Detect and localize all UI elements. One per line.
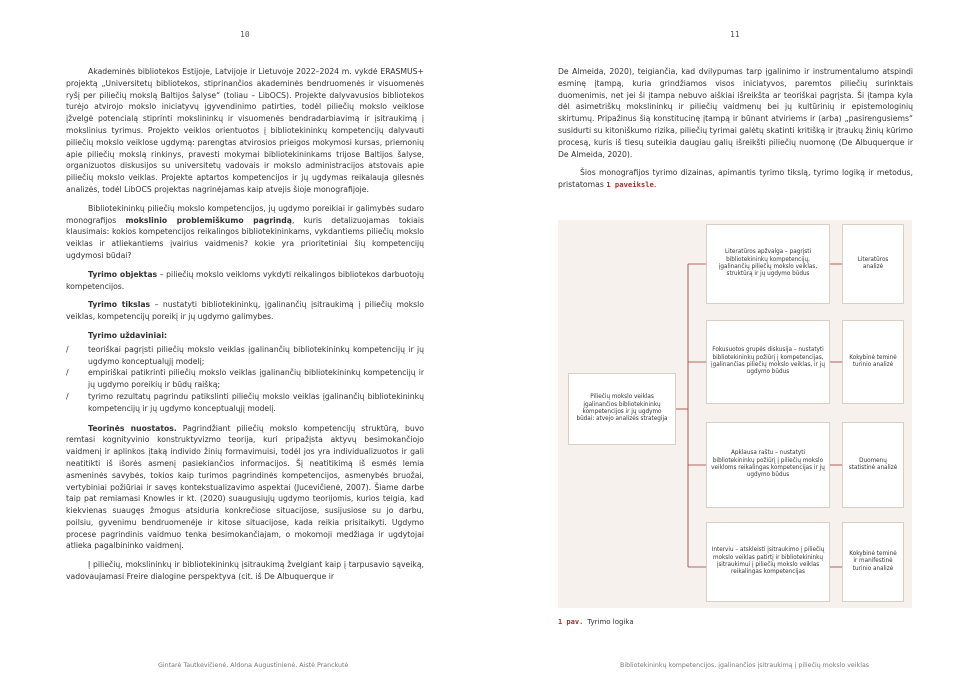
analysis-box-thematic: Kokybinė teminė turinio analizė: [842, 320, 904, 404]
theory-label: Teorinės nuostatos.: [88, 423, 177, 433]
research-logic-diagram: [558, 220, 912, 608]
list-item: / empiriškai patikrinti piliečių mokslo veiklas įgalinančių bibliotekininkų kompetencijų ir jų ugdymo poreikių ir būdų raišką;: [66, 368, 424, 390]
analysis-box-statistical: Duomenų statistinė analizė: [842, 422, 904, 508]
tasks-list: [66, 344, 424, 415]
theory-paragraph: Teorinės nuostatos. Pagrindžiant piliečių mokslo kompetencijų struktūrą, buvo remtasi kognityvinio konstruktyvizmo teorija, kuri pripažįsta aktyvų besimokančiojo vaidmenį ir aplinkos įtaką individo žinių formavimuisi, todėl jos yra individualizuotos ir gali neatitikti iš išorės asmenį pasiekiančios informacijos. Šį neatitikimą iš esmės lemia asmeninės savybės, tokios kaip turimos pagrindinės kompetencijos, asmenybės bruožai, vertybiniai požiūriai ir savęs kontekstualizavimo aspektai (Jucevičienė, 2007). Šiame darbe taip pat remiamasi Knowles ir kt. (2020) suaugusiųjų ugdymo teorijomis, kurios teigia, kad kiekvienas suaugęs žmogus atsiduria konkrečiose situacijose, susijusiose su jo darbu, poilsiu, gyvenimu bendruomenėje ir kitose situacijose, kada reikia prisitaikyti. Ugdymo procese pagrindinis vaidmuo tenka besimokančiajam, o mokomoji medžiaga ir ugdytojai atlieka pagalbininko vaidmenį.: [66, 423, 424, 551]
method-box-literature: Literatūros apžvalga – pagrįsti bibliotekininkų kompetencijų, įgalinančių piliečių mokslo veiklas, struktūrą ir jų ugdymo būdus: [706, 224, 830, 304]
diagram-root-box: Piliečių mokslo veiklas įgalinančios bibliotekininkų kompetencijos ir jų ugdymo būdai: atvejo analizės strategija: [568, 373, 676, 445]
list-item: / tyrimo rezultatų pagrindu patikslinti piliečių mokslo veiklas įgalinančių bibliotekininkų kompetencijų ir jų ugdymo konceptualųjį modelį.: [66, 391, 424, 413]
problem-paragraph: Bibliotekininkų piliečių mokslo kompetencijos, jų ugdymo poreikiai ir galimybės sudaro monografijos mokslinio problemiškumo pagrindą, kuris detalizuojamas tokiais klausimais: kokios kompetencijos reikalingos bibliotekininkams, vykdantiems piliečių mokslo veiklas ir atliekantiems įvairius vaidmenis? kokie yra prioritetiniai šių kompetencijų ugdymosi būdai?: [66, 203, 424, 260]
footer-title: Bibliotekininkų kompetencijos, įgalinančios įsitraukimą į piliečių mokslo veiklas: [620, 662, 870, 669]
analysis-box-literature: Literatūros analizė: [842, 224, 904, 304]
analysis-box-manifest: Kokybinė teminė ir manifestinė turinio analizė: [842, 522, 904, 602]
figure-reference-link[interactable]: 1 paveiksle: [606, 180, 654, 190]
right-body: [558, 66, 913, 198]
problem-highlight: mokslinio problemiškumo pagrindą: [125, 215, 292, 225]
last-paragraph: Į piliečių, mokslininkų ir bibliotekininkų įsitraukimą žvelgiant kaip į tarpusavio sąveiką, vadovaujamasi Freire dialogine perspektyva (cit. iš De Albuquerque ir: [66, 560, 424, 582]
caption-label: 1 pav.: [558, 618, 584, 626]
intro-paragraph: Akademinės bibliotekos Estijoje, Latvijoje ir Lietuvoje 2022–2024 m. vykdė ERASMUS+ projektą „Universitetų bibliotekos, stiprinančios akademinės bendruomenės ir visuomenės ryšį per piliečių mokslą Baltijos šalyse“ (toliau – LibOCS). Projekte dalyvavusios bibliotekos turėjo atvirojo mokslo iniciatyvų įgyvendinimo patirties, todėl piliečių mokslo veiklose įžvelgė potencialą stiprinti mokslininkų ir visuomenės bendradarbiavimą ir įsitraukimą į mokslinius tyrimus. Projekto veiklos orientuotos į bibliotekininkų kompetencijų dalyvauti piliečių mokslo veiklose ugdymą: parengtas atvirosios prieigos mokymosi kursas, priemonių apie piliečių mokslą rinkinys, pravesti mokymai bibliotekininkams trijose Baltijos šalyse, organizuotos diskusijos su universitetų vadovais ir mokslo administracijos atstovais apie piliečių mokslo veiklas. Projekte aptartos kompetencijos ir jų ugdymas reikalauja gilesnės analizės, todėl LibOCS projektas nagrinėjamas kaip atvejis šioje monografijoje.: [66, 67, 424, 194]
object-label: Tyrimo objektas: [88, 269, 158, 279]
continuation-paragraph: De Almeida, 2020), teigiančia, kad dvilypumas tarp įgalinimo ir instrumentalumo atspindi esminę įtampą, kuria grindžiamos visos iniciatyvos, paremtos piliečių surinktais duomenimis, net jei ši įtampa nebuvo aiškiai išreikšta ar teoriškai pagrįsta. Ši įtampa kyla dėl asimetriškų mokslininkų ir piliečių vaidmenų bei jų kultūrinių ir epistemologinių skirtumų. Pripažinus šią konstitucinę įtampą ir būnant atviriems ir (arba) „pasirengusiems“ susidurti su kitoniškumo rizika, piliečių tyrimai galėtų skatinti kritišką ir įtraukų žinių kūrimo procesą, kuris iš tiesų suteikia daugiau galių išreikšti piliečių nuomonę (De Albuquerque ir De Almeida, 2020).: [558, 67, 913, 159]
left-body: [66, 66, 424, 590]
figure-caption: [558, 618, 634, 626]
method-box-survey: Apklausa raštu – nustatyti bibliotekininkų požiūrį į piliečių mokslo veikloms reikalingas kompetencijas ir jų ugdymo būdus: [706, 422, 830, 508]
page-number-right: 11: [730, 30, 740, 39]
method-box-interview: Interviu – atskleisti įsitraukimo į piliečių mokslo veiklas patirtį ir bibliotekininkų įsitraukimui į piliečių mokslo veiklas reikalingas kompetencijas: [706, 522, 830, 602]
method-box-focus-group: Fokusuotos grupės diskusija – nustatyti bibliotekininkų požiūrį į kompetencijas, įgalinančias piliečių mokslo veiklas, ir jų ugdymo būdus: [706, 320, 830, 404]
tasks-label: Tyrimo uždaviniai:: [88, 330, 168, 340]
aim-label: Tyrimo tikslas: [88, 300, 151, 310]
caption-text: Tyrimo logika: [587, 618, 634, 626]
design-paragraph: Šios monografijos tyrimo dizainas, apimantis tyrimo tikslą, tyrimo logiką ir metodus, pristatomas 1 paveiksle.: [558, 168, 913, 190]
list-item: / teoriškai pagrįsti piliečių mokslo veiklas įgalinančių bibliotekininkų kompetencijų ir jų ugdymo konceptualųjį modelį;: [66, 344, 424, 366]
object-paragraph: Tyrimo objektas – piliečių mokslo veikloms vykdyti reikalingos bibliotekos darbuotojų kompetencijos.: [66, 269, 424, 291]
aim-paragraph: Tyrimo tikslas – nustatyti bibliotekininkų, įgalinančių įsitraukimą į piliečių mokslo veiklas, kompetencijų poreikį ir jų ugdymo galimybes.: [66, 300, 424, 322]
page-number-left: 10: [240, 30, 250, 39]
footer-authors: Gintarė Tautkevičienė, Aldona Augustinienė, Aistė Pranckutė: [158, 662, 349, 669]
